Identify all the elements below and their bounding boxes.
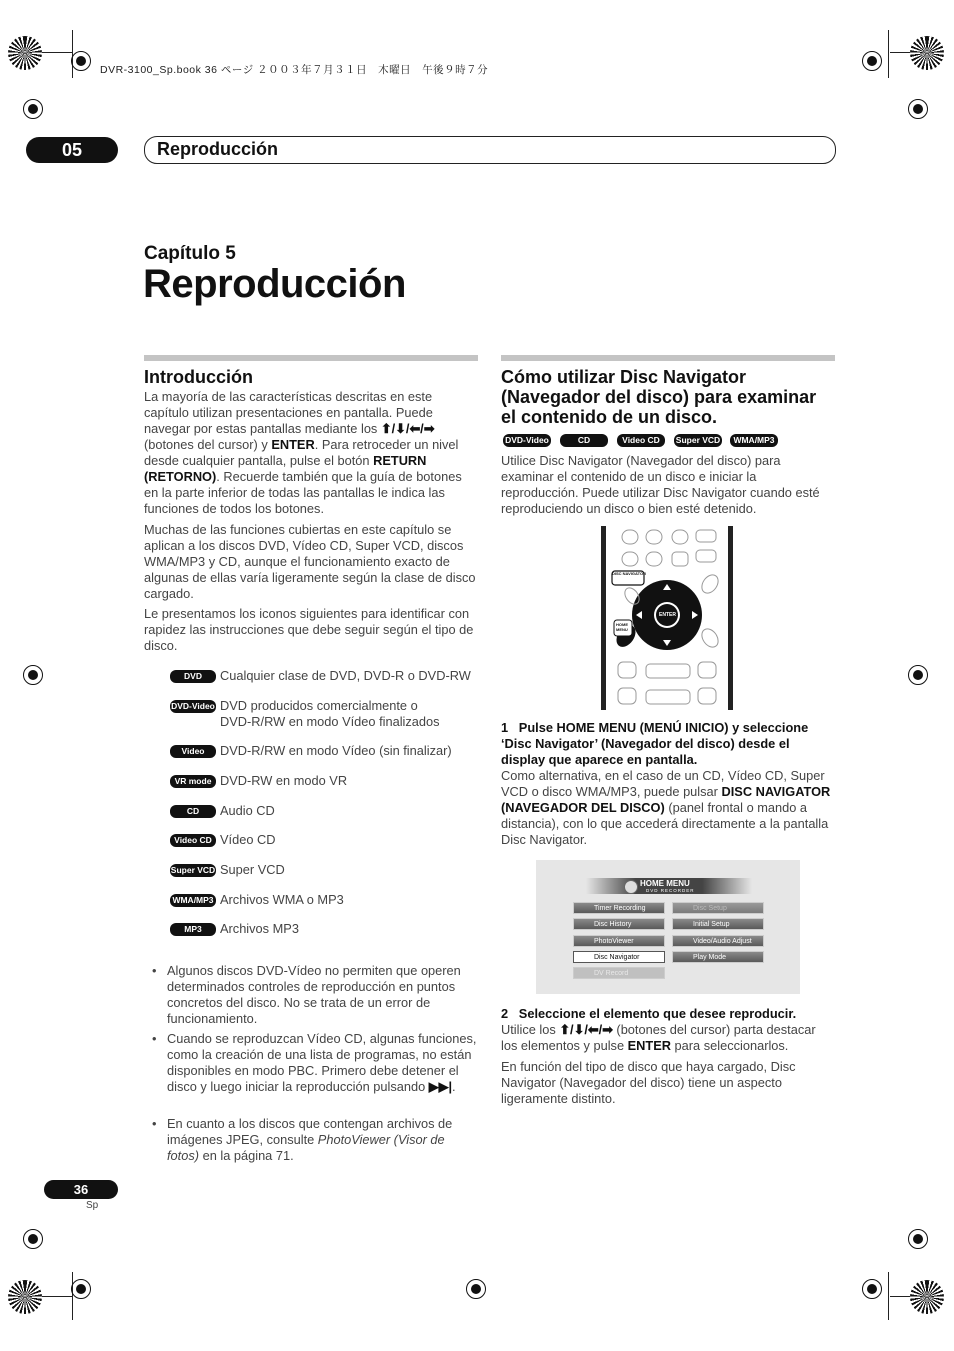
- disc-description: DVD-R/RW en modo Vídeo (sin finalizar): [220, 743, 452, 758]
- menu-item-video-audio-adjust[interactable]: Video/Audio Adjust: [672, 935, 764, 947]
- chapter-number-tab: 05: [26, 137, 118, 163]
- closing-paragraph: En función del tipo de disco que haya cargado, Disc Navigator (Navegador del disco) tiene un aspecto ligeramente distinto.: [501, 1059, 796, 1106]
- page-number: 36: [44, 1180, 118, 1199]
- registration-mark: [23, 99, 43, 119]
- color-wheel-mark: [910, 36, 944, 70]
- disc-badge: Video CD: [617, 434, 665, 447]
- bullet-mark: •: [152, 963, 157, 978]
- intro-paragraph-2: Muchas de las funciones cubiertas en este capítulo se aplican a los discos DVD, Vídeo CD, Super VCD, discos WMA/MP3 y CD, aunque el funcionamiento exacto de algunas de ellas varía ligeramente según la clase de disco cargado.: [144, 522, 476, 601]
- disc-description: Super VCD: [220, 862, 285, 877]
- step-1-body: Como alternativa, en el caso de un CD, Vídeo CD, Super VCD o disco WMA/MP3, puede pulsar DISC NAVIGATOR (NAVEGADOR DEL DISCO) (panel frontal o mando a distancia), con lo que accederá directamente a la pantalla Disc Navigator.: [501, 768, 831, 847]
- registration-mark: [466, 1279, 486, 1299]
- registration-mark: [908, 1229, 928, 1249]
- registration-mark: [862, 51, 882, 71]
- registration-mark: [23, 665, 43, 685]
- home-menu-button-label: HOME MENU: [616, 622, 628, 632]
- disc-description: Archivos WMA o MP3: [220, 892, 344, 907]
- intro-paragraph-3: Le presentamos los iconos siguientes para identificar con rapidez las instrucciones que debe seguir según el tipo de disco.: [144, 606, 474, 653]
- disc-description: DVD producidos comercialmente o: [220, 698, 418, 713]
- disc-description: DVD-RW en modo VR: [220, 773, 348, 788]
- disc-logo-icon: [624, 880, 638, 894]
- disc-badge: Super VCD: [675, 435, 721, 445]
- language-code: Sp: [86, 1200, 99, 1211]
- disc-badge-row: [503, 434, 833, 448]
- disc-badge: CD: [560, 434, 608, 447]
- registration-mark: [71, 51, 91, 71]
- menu-subtitle: DVD RECORDER: [646, 888, 695, 893]
- registration-mark: [71, 1279, 91, 1299]
- menu-item-initial-setup[interactable]: Initial Setup: [672, 918, 764, 930]
- color-wheel-mark: [910, 1280, 944, 1314]
- crop-mark: [72, 1272, 73, 1320]
- page-title: Reproducción: [143, 262, 406, 306]
- enter-button-label: ENTER: [659, 612, 676, 618]
- menu-item-play-mode[interactable]: Play Mode: [672, 951, 764, 963]
- menu-item-photoviewer[interactable]: PhotoViewer: [573, 935, 665, 947]
- home-menu-screen: [536, 860, 800, 994]
- note-text: Cuando se reproduzcan Vídeo CD, algunas funciones, como la creación de una lista de programas, no están disponibles en modo PBC. Primero debe detener el disco y luego iniciar la reproducción pulsando ▶▶|.: [167, 1031, 477, 1094]
- disc-badge: DVD: [170, 670, 216, 683]
- menu-item-timer-recording[interactable]: Timer Recording: [573, 902, 665, 914]
- step-2-body: Utilice los ⬆/⬇/⬅/➡ (botones del cursor) parta destacar los elementos y pulse ENTER para seleccionarlos.: [501, 1022, 816, 1053]
- menu-item-dv-record[interactable]: DV Record: [573, 967, 665, 979]
- registration-mark: [908, 99, 928, 119]
- disc-description: Cualquier clase de DVD, DVD-R o DVD-RW: [220, 668, 471, 683]
- section-rule: [144, 355, 478, 361]
- disc-badge: CD: [170, 805, 216, 818]
- disc-badge: VR mode: [170, 775, 216, 788]
- disc-badge: WMA/MP3: [730, 434, 778, 447]
- disc-description: Audio CD: [220, 803, 275, 818]
- disc-badge: Video mode: [170, 745, 216, 758]
- note-bullet: [152, 1116, 477, 1164]
- section-rule: [501, 355, 835, 361]
- disc-badge: MP3: [170, 923, 216, 936]
- note-bullet: [152, 963, 477, 1027]
- crop-mark: [888, 30, 889, 78]
- registration-mark: [908, 665, 928, 685]
- step-2-title: 2 Seleccione el elemento que desee reproducir.: [501, 1006, 797, 1021]
- note-bullet: [152, 1031, 477, 1095]
- disc-badge: Super VCD: [170, 865, 216, 875]
- menu-item-disc-history[interactable]: Disc History: [573, 918, 665, 930]
- disc-description: Archivos MP3: [220, 921, 299, 936]
- disc-description: Vídeo CD: [220, 832, 276, 847]
- remote-control-illustration: [600, 526, 734, 710]
- disc-navigator-intro: Utilice Disc Navigator (Navegador del disco) para examinar el contenido de un disco e iniciar la reproducción. Puede utilizar Disc Navigator cuando esté reproduciendo un disco o bien esté detenido.: [501, 453, 820, 516]
- disc-navigator-button-label: DISC NAVIGATOR: [612, 571, 647, 576]
- chapter-header-bar: [144, 136, 836, 164]
- disc-badge: DVD-Video: [503, 434, 551, 447]
- registration-mark: [23, 1229, 43, 1249]
- menu-item-disc-setup[interactable]: Disc Setup: [672, 902, 764, 914]
- chapter-header-title: Reproducción: [157, 139, 279, 159]
- color-wheel-mark: [8, 1280, 42, 1314]
- registration-mark: [862, 1279, 882, 1299]
- intro-paragraph-1: La mayoría de las características descritas en este capítulo utilizan presentaciones en pantalla. Puede navegar por estas pantallas mediante los ⬆/⬇/⬅/➡ (botones del cursor) y ENTER. Para retroceder un nivel desde cualquier pantalla, pulse el botón RETURN (RETORNO). Recuerde también que la guía de botones en la parte inferior de todas las pantallas le indica las funciones de todos los botones.: [144, 389, 462, 516]
- chapter-label: Capítulo 5: [144, 243, 236, 264]
- print-header: DVR-3100_Sp.book 36 ページ ２００３年７月３１日 木曜日 午後９時７分: [100, 64, 489, 76]
- menu-title: HOME MENU: [640, 879, 690, 888]
- disc-badge: DVD-Video: [171, 701, 215, 711]
- crop-mark: [888, 1272, 889, 1320]
- color-wheel-mark: [8, 36, 42, 70]
- section-heading-intro: Introducción: [144, 367, 253, 387]
- disc-description-line2: DVD-R/RW en modo Vídeo finalizados: [220, 714, 440, 729]
- bullet-mark: •: [152, 1116, 157, 1131]
- menu-item-disc-navigator[interactable]: Disc Navigator: [573, 951, 665, 963]
- disc-badge: WMA/MP3: [170, 894, 216, 907]
- section-heading-disc-navigator: Cómo utilizar Disc Navigator (Navegador del disco) para examinar el contenido de un disco.: [501, 367, 817, 427]
- disc-badge: Video CD: [170, 834, 216, 847]
- note-text: Algunos discos DVD-Vídeo no permiten que operen determinados controles de reproducción en puntos concretos del disco. No se trata de un error de funcionamiento.: [167, 963, 461, 1026]
- bullet-mark: •: [152, 1031, 157, 1046]
- step-1-title: 1 Pulse HOME MENU (MENÚ INICIO) y seleccione ‘Disc Navigator’ (Navegador del disco) desde el display que aparece en pantalla.: [501, 720, 809, 767]
- note-text: En cuanto a los discos que contengan archivos de imágenes JPEG, consulte PhotoViewer (Visor de fotos) en la página 71.: [167, 1116, 453, 1163]
